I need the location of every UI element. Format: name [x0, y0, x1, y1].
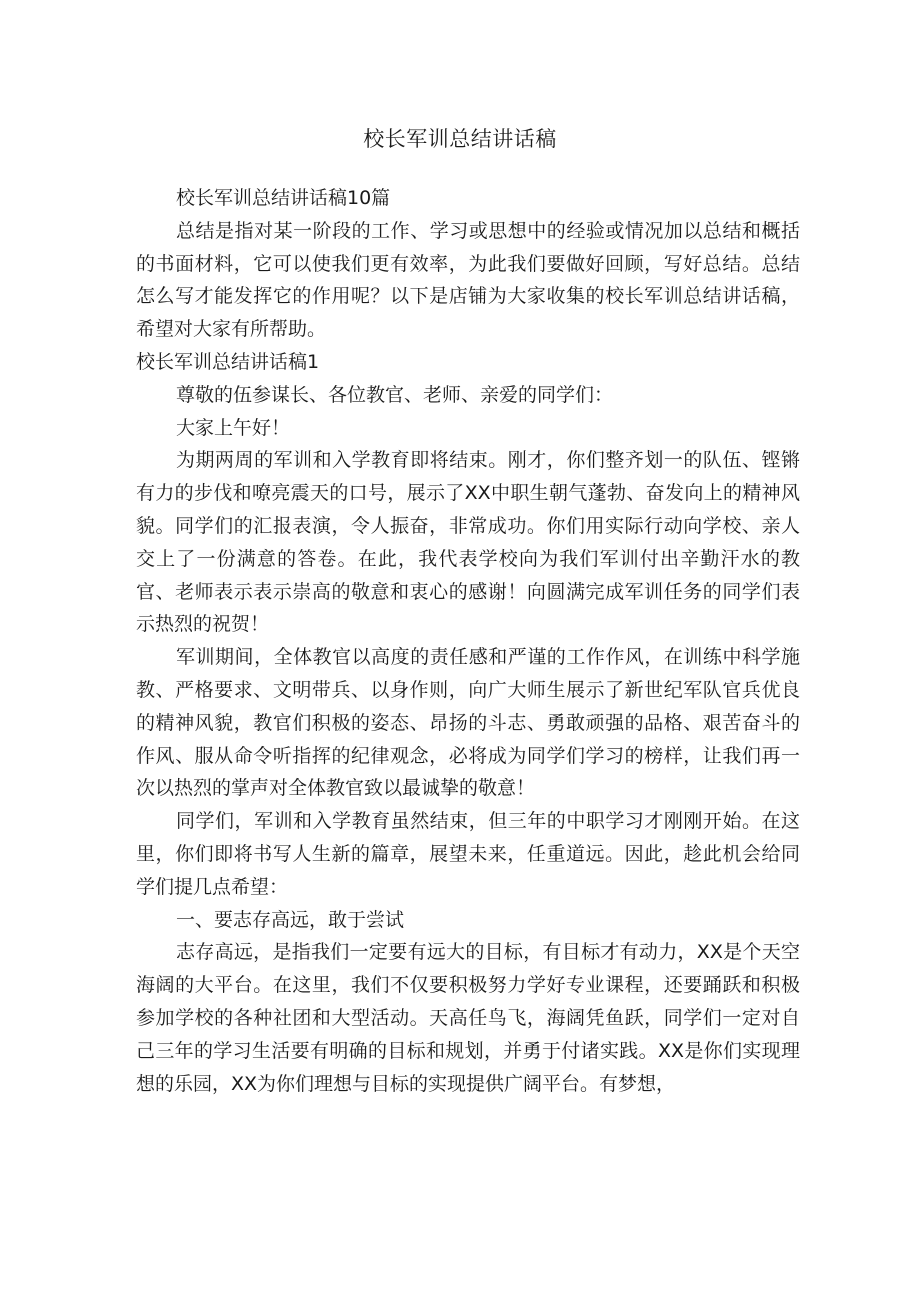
paragraph-body: 为期两周的军训和入学教育即将结束。刚才，你们整齐划一的队伍、铿锵有力的步伐和嘹亮震天的口号，展示了XX中职生朝气蓬勃、奋发向上的精神风貌。同学们的汇报表演，令人振奋，非常成功。你们用实际行动向学校、亲人交上了一份满意的答卷。在此，我代表学校向为我们军训付出辛勤汗水的教官、老师表示表示崇高的敬意和衷心的感谢！向圆满完成军训任务的同学们表示热烈的祝贺！ — [136, 449, 800, 636]
paragraph-salutation: 尊敬的伍参谋长、各位教官、老师、亲爱的同学们： — [176, 383, 614, 406]
paragraph-greeting: 大家上午好！ — [176, 416, 291, 439]
paragraph-body: 志存高远，是指我们一定要有远大的目标，有目标才有动力，XX是个天空海阔的大平台。在这里，我们不仅要积极努力学好专业课程，还要踊跃和积极参加学校的各种社团和大型活动。天高任鸟飞，海阔凭鱼跃，同学们一定对自己三年的学习生活要有明确的目标和规划，并勇于付诸实践。XX是你们实现理想的乐园，XX为你们理想与目标的实现提供广阔平台。有梦想， — [136, 941, 800, 1095]
document-title: 校长军训总结讲话稿 — [363, 127, 557, 151]
section-heading: 校长军训总结讲话稿1 — [136, 350, 320, 373]
document-body — [136, 182, 800, 1100]
paragraph-subtitle: 校长军训总结讲话稿10篇 — [176, 187, 391, 209]
paragraph-intro: 总结是指对某一阶段的工作、学习或思想中的经验或情况加以总结和概括的书面材料，它可以使我们更有效率，为此我们要做好回顾，写好总结。总结怎么写才能发挥它的作用呢？以下是店铺为大家收集的校长军训总结讲话稿，希望对大家有所帮助。 — [136, 219, 800, 341]
paragraph-body: 军训期间，全体教官以高度的责任感和严谨的工作作风，在训练中科学施教、严格要求、文明带兵、以身作则，向广大师生展示了新世纪军队官兵优良的精神风貌，教官们积极的姿态、昂扬的斗志、勇敢顽强的品格、艰苦奋斗的作风、服从命令听指挥的纪律观念，必将成为同学们学习的榜样，让我们再一次以热烈的掌声对全体教官致以最诚挚的敬意！ — [136, 646, 800, 800]
paragraph-point-heading: 一、要志存高远，敢于尝试 — [176, 908, 405, 931]
paragraph-body: 同学们，军训和入学教育虽然结束，但三年的中职学习才刚刚开始。在这里，你们即将书写人生新的篇章，展望未来，任重道远。因此，趁此机会给同学们提几点希望： — [136, 810, 800, 898]
